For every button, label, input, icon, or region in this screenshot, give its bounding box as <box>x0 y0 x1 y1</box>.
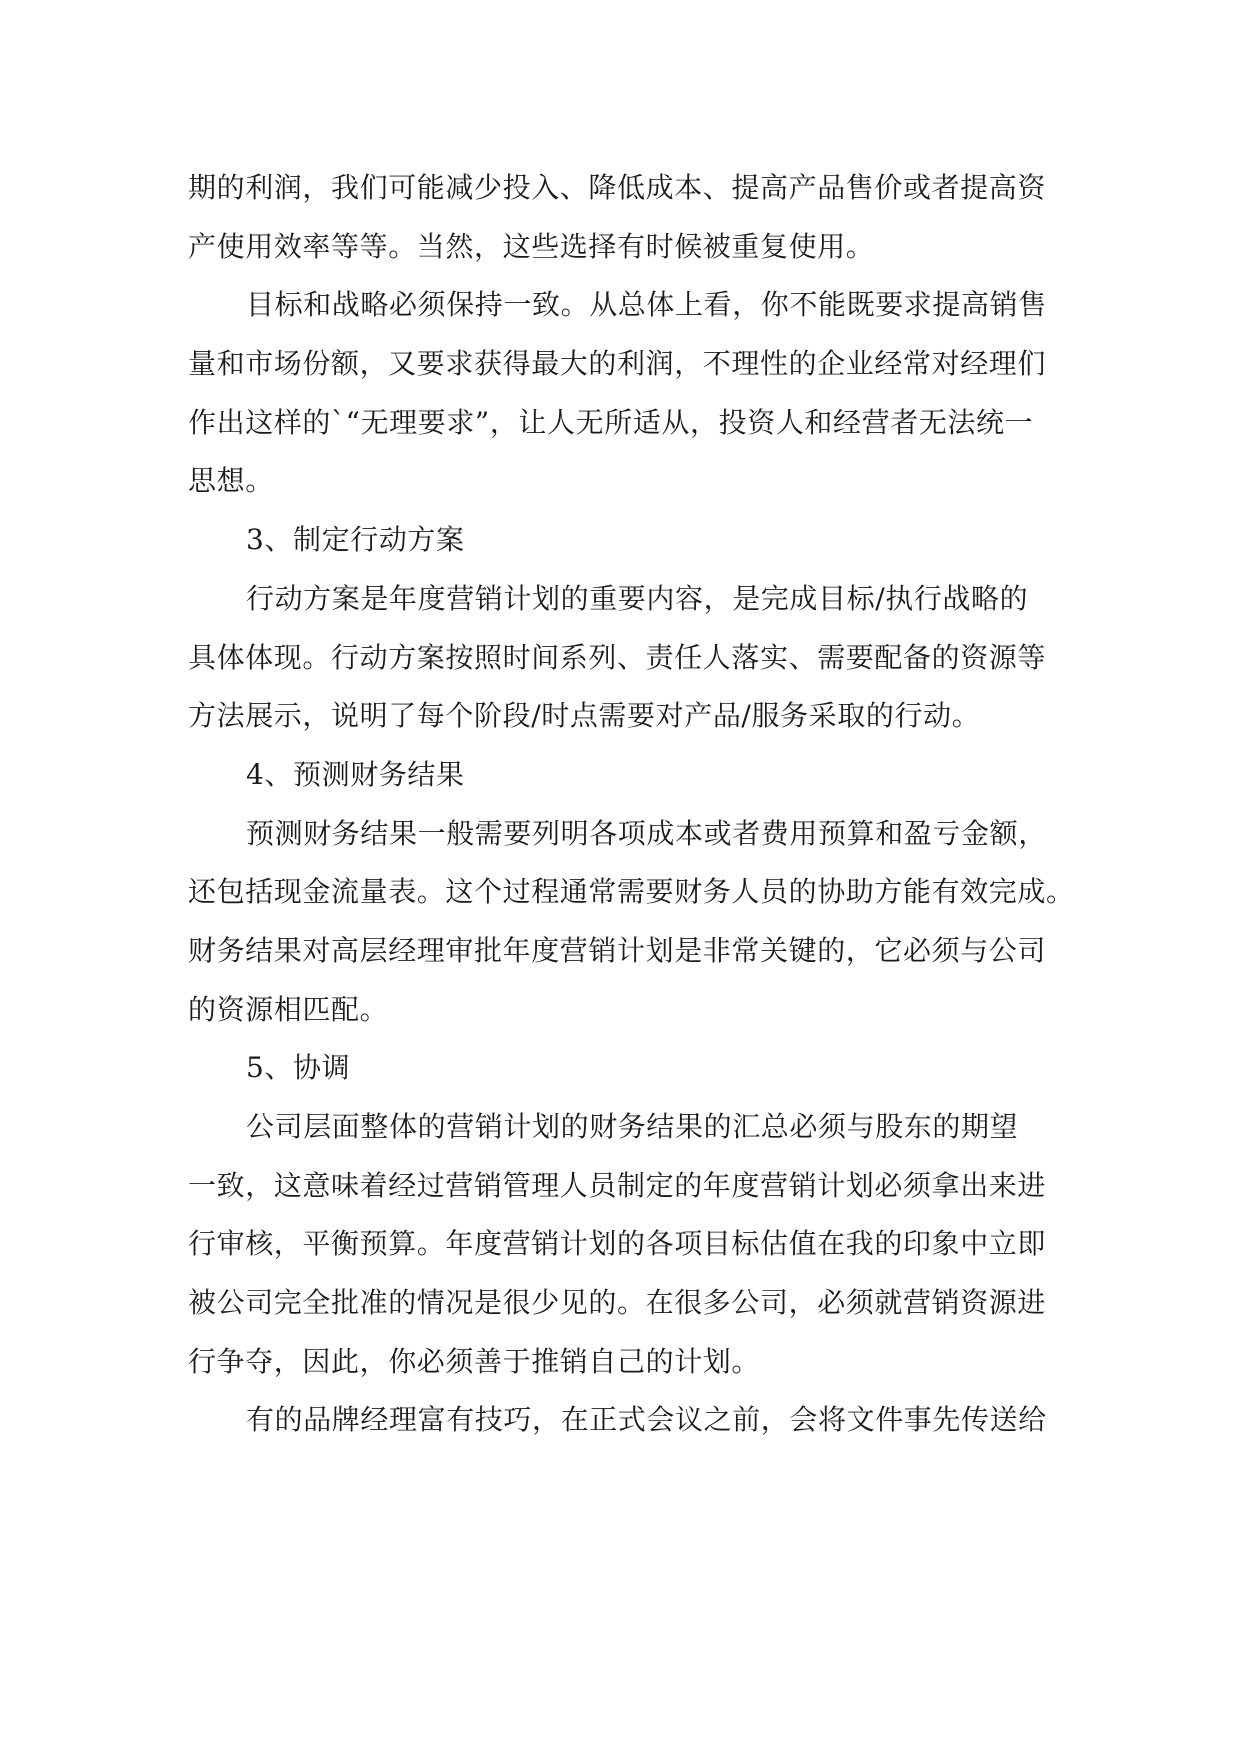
text-line: 有的品牌经理富有技巧，在正式会议之前，会将文件事先传送给 <box>246 1403 1047 1437</box>
text-line: 还包括现金流量表。这个过程通常需要财务人员的协助方能有效完成。 <box>188 875 1075 909</box>
text-line: 的资源相匹配。 <box>188 992 389 1026</box>
text-line: 公司层面整体的营销计划的财务结果的汇总必须与股东的期望 <box>246 1110 1019 1143</box>
section-heading: 5、协调 <box>246 1051 351 1085</box>
text-line: 量和市场份额，又要求获得最大的利润，不理性的企业经常对经理们 <box>188 347 1047 381</box>
section-heading: 4、预测财务结果 <box>246 757 465 791</box>
text-line: 目标和战略必须保持一致。从总体上看，你不能既要求提高销售 <box>246 288 1047 322</box>
text-line: 预测财务结果一般需要列明各项成本或者费用预算和盈亏金额， <box>246 816 1047 850</box>
text-line: 一致，这意味着经过营销管理人员制定的年度营销计划必须拿出来进 <box>188 1168 1047 1202</box>
text-line: 思想。 <box>188 464 274 498</box>
section-heading: 3、制定行动方案 <box>246 523 465 557</box>
document-body <box>188 159 1075 1450</box>
text-line: 被公司完全批准的情况是很少见的。在很多公司，必须就营销资源进 <box>188 1286 1047 1320</box>
text-line: 方法展示，说明了每个阶段/时点需要对产品/服务采取的行动。 <box>188 699 981 733</box>
text-line: 作出这样的`“无理要求”，让人无所适从，投资人和经营者无法统一 <box>188 405 1034 439</box>
text-line: 期的利润，我们可能减少投入、降低成本、提高产品售价或者提高资 <box>188 171 1047 204</box>
text-line: 行争夺，因此，你必须善于推销自己的计划。 <box>188 1344 761 1378</box>
text-line: 产使用效率等等。当然，这些选择有时候被重复使用。 <box>188 229 875 263</box>
text-line: 财务结果对高层经理审批年度营销计划是非常关键的，它必须与公司 <box>188 933 1047 967</box>
text-line: 具体体现。行动方案按照时间系列、责任人落实、需要配备的资源等 <box>188 640 1047 674</box>
text-line: 行审核，平衡预算。年度营销计划的各项目标估值在我的印象中立即 <box>188 1227 1047 1261</box>
text-line: 行动方案是年度营销计划的重要内容，是完成目标/执行战略的 <box>246 581 1029 615</box>
